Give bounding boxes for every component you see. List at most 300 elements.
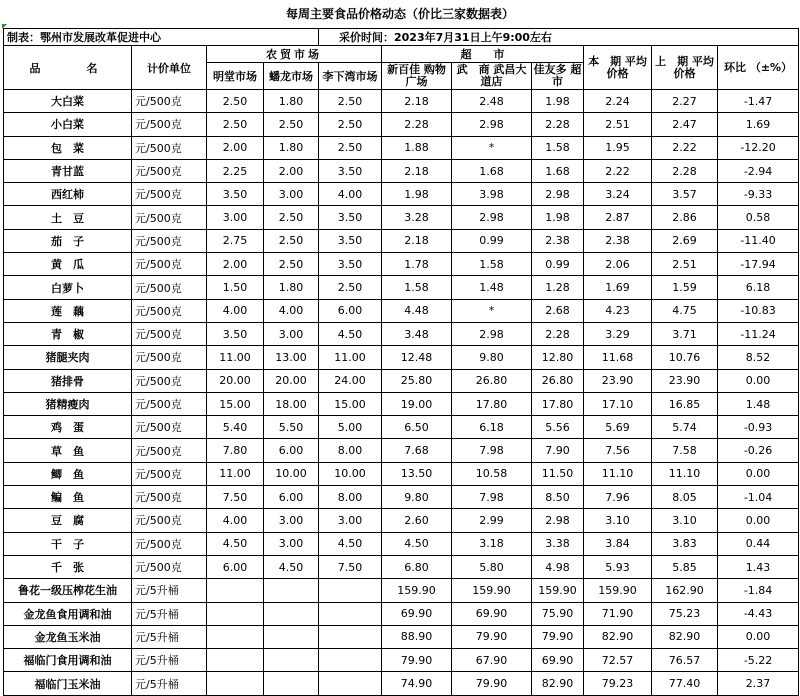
super-1-price: 1.78 (382, 253, 452, 276)
super-2-price: 1.68 (452, 159, 532, 182)
farm-2-price: 2.00 (264, 159, 319, 182)
super-1-price: 69.90 (382, 602, 452, 625)
unit-cell: 元/500克 (132, 439, 207, 462)
last-avg-price: 5.74 (652, 416, 718, 439)
super-1-price: 2.18 (382, 229, 452, 252)
this-avg-price: 2.87 (584, 206, 652, 229)
super-1-price: 4.48 (382, 299, 452, 322)
collect-time: 采价时间：2023年7月31日上午9:00左右 (319, 29, 799, 46)
item-name: 猪腿夹肉 (4, 346, 132, 369)
table-row (4, 113, 799, 136)
farm-3-price: 5.00 (319, 416, 382, 439)
super-1-price: 9.80 (382, 486, 452, 509)
farm-2-price (264, 579, 319, 602)
change-percent: 0.00 (718, 625, 799, 648)
super-2-price: 2.99 (452, 509, 532, 532)
last-avg-price: 2.28 (652, 159, 718, 182)
farm-3-price: 3.50 (319, 206, 382, 229)
unit-cell: 元/5升桶 (132, 672, 207, 695)
super-1-price: 6.50 (382, 416, 452, 439)
meta-row (4, 29, 799, 46)
item-name: 白萝卜 (4, 276, 132, 299)
this-avg-price: 71.90 (584, 602, 652, 625)
this-avg-price: 1.69 (584, 276, 652, 299)
change-percent: -17.94 (718, 253, 799, 276)
item-name: 青甘蓝 (4, 159, 132, 182)
farm-1-price: 6.00 (207, 555, 264, 578)
farm-3-price (319, 625, 382, 648)
super-1-price: 88.90 (382, 625, 452, 648)
header-farm-2: 蟠龙市场 (264, 63, 319, 90)
super-1-price: 2.18 (382, 159, 452, 182)
super-1-price: 6.80 (382, 555, 452, 578)
super-3-price: 0.99 (532, 253, 584, 276)
farm-2-price: 1.80 (264, 90, 319, 113)
change-percent: 1.43 (718, 555, 799, 578)
farm-2-price: 5.50 (264, 416, 319, 439)
this-avg-price: 3.24 (584, 183, 652, 206)
farm-3-price: 3.50 (319, 229, 382, 252)
super-3-price: 2.28 (532, 113, 584, 136)
super-3-price: 2.98 (532, 183, 584, 206)
this-avg-price: 3.84 (584, 532, 652, 555)
last-avg-price: 2.86 (652, 206, 718, 229)
super-3-price: 75.90 (532, 602, 584, 625)
this-avg-price: 17.10 (584, 392, 652, 415)
super-2-price: 26.80 (452, 369, 532, 392)
last-avg-price: 162.90 (652, 579, 718, 602)
farm-1-price: 2.00 (207, 253, 264, 276)
farm-2-price: 18.00 (264, 392, 319, 415)
group-header-row (4, 46, 799, 63)
change-percent: 0.00 (718, 462, 799, 485)
farm-3-price: 2.50 (319, 136, 382, 159)
farm-2-price (264, 602, 319, 625)
last-avg-price: 3.83 (652, 532, 718, 555)
last-avg-price: 2.27 (652, 90, 718, 113)
change-percent: -0.26 (718, 439, 799, 462)
last-avg-price: 77.40 (652, 672, 718, 695)
table-row (4, 253, 799, 276)
item-name: 青 椒 (4, 322, 132, 345)
table-row (4, 299, 799, 322)
super-3-price: 3.38 (532, 532, 584, 555)
farm-1-price: 4.00 (207, 299, 264, 322)
item-name: 福临门玉米油 (4, 672, 132, 695)
super-2-price: 2.98 (452, 206, 532, 229)
header-group-super: 超 市 (382, 46, 584, 63)
super-3-price: 2.28 (532, 322, 584, 345)
this-avg-price: 82.90 (584, 625, 652, 648)
item-name: 鲁花一级压榨花生油 (4, 579, 132, 602)
this-avg-price: 2.24 (584, 90, 652, 113)
item-name: 土 豆 (4, 206, 132, 229)
unit-cell: 元/500克 (132, 253, 207, 276)
super-1-price: 79.90 (382, 649, 452, 672)
this-avg-price: 11.68 (584, 346, 652, 369)
farm-1-price: 2.25 (207, 159, 264, 182)
super-1-price: 7.68 (382, 439, 452, 462)
this-avg-price: 23.90 (584, 369, 652, 392)
change-percent: 0.00 (718, 369, 799, 392)
last-avg-price: 2.69 (652, 229, 718, 252)
last-avg-price: 8.05 (652, 486, 718, 509)
table-row (4, 462, 799, 485)
header-last-avg: 上 期 平均价格 (652, 46, 718, 90)
unit-cell: 元/500克 (132, 229, 207, 252)
table-row (4, 276, 799, 299)
table-row (4, 346, 799, 369)
super-2-price: 69.90 (452, 602, 532, 625)
item-name: 黄 瓜 (4, 253, 132, 276)
unit-cell: 元/5升桶 (132, 602, 207, 625)
farm-2-price: 2.50 (264, 229, 319, 252)
table-row (4, 555, 799, 578)
super-2-price: 2.98 (452, 113, 532, 136)
super-1-price: 2.18 (382, 90, 452, 113)
super-3-price: 7.90 (532, 439, 584, 462)
table-row (4, 625, 799, 648)
last-avg-price: 7.58 (652, 439, 718, 462)
change-percent: 6.18 (718, 276, 799, 299)
table-row (4, 532, 799, 555)
super-3-price: 11.50 (532, 462, 584, 485)
table-row (4, 229, 799, 252)
farm-3-price (319, 602, 382, 625)
farm-1-price: 20.00 (207, 369, 264, 392)
last-avg-price: 5.85 (652, 555, 718, 578)
super-1-price: 159.90 (382, 579, 452, 602)
farm-3-price: 10.00 (319, 462, 382, 485)
header-super-1: 新百佳 购物广场 (382, 63, 452, 90)
super-1-price: 74.90 (382, 672, 452, 695)
item-name: 金龙鱼食用调和油 (4, 602, 132, 625)
farm-1-price: 2.00 (207, 136, 264, 159)
change-percent: -1.84 (718, 579, 799, 602)
price-table (3, 28, 799, 696)
unit-cell: 元/500克 (132, 136, 207, 159)
unit-cell: 元/500克 (132, 416, 207, 439)
farm-2-price: 6.00 (264, 439, 319, 462)
farm-2-price: 3.00 (264, 532, 319, 555)
super-3-price: 79.90 (532, 625, 584, 648)
unit-cell: 元/5升桶 (132, 579, 207, 602)
header-group-farm: 农贸市场 (207, 46, 382, 63)
super-3-price: 26.80 (532, 369, 584, 392)
table-row (4, 602, 799, 625)
header-super-2: 武 商 武昌大道店 (452, 63, 532, 90)
super-3-price: 82.90 (532, 672, 584, 695)
farm-3-price (319, 579, 382, 602)
farm-2-price: 13.00 (264, 346, 319, 369)
table-row (4, 392, 799, 415)
table-row (4, 579, 799, 602)
farm-1-price: 5.40 (207, 416, 264, 439)
header-super-3: 佳友多 超 市 (532, 63, 584, 90)
unit-cell: 元/500克 (132, 276, 207, 299)
change-percent: 1.48 (718, 392, 799, 415)
super-2-price: * (452, 136, 532, 159)
unit-cell: 元/500克 (132, 555, 207, 578)
super-2-price: 0.99 (452, 229, 532, 252)
farm-3-price: 15.00 (319, 392, 382, 415)
farm-3-price: 4.00 (319, 183, 382, 206)
unit-cell: 元/5升桶 (132, 649, 207, 672)
super-2-price: 1.48 (452, 276, 532, 299)
change-percent: -0.93 (718, 416, 799, 439)
super-2-price: * (452, 299, 532, 322)
farm-2-price (264, 625, 319, 648)
farm-1-price (207, 579, 264, 602)
this-avg-price: 2.38 (584, 229, 652, 252)
last-avg-price: 75.23 (652, 602, 718, 625)
table-row (4, 649, 799, 672)
farm-1-price: 3.50 (207, 322, 264, 345)
farm-2-price: 1.80 (264, 276, 319, 299)
farm-2-price: 10.00 (264, 462, 319, 485)
farm-1-price (207, 672, 264, 695)
farm-1-price: 2.75 (207, 229, 264, 252)
super-3-price: 5.56 (532, 416, 584, 439)
change-percent: -4.43 (718, 602, 799, 625)
farm-1-price: 15.00 (207, 392, 264, 415)
super-3-price: 1.68 (532, 159, 584, 182)
last-avg-price: 16.85 (652, 392, 718, 415)
super-2-price: 10.58 (452, 462, 532, 485)
farm-2-price: 6.00 (264, 486, 319, 509)
super-3-price: 8.50 (532, 486, 584, 509)
change-percent: -2.94 (718, 159, 799, 182)
change-percent: -11.40 (718, 229, 799, 252)
super-3-price: 2.68 (532, 299, 584, 322)
unit-cell: 元/500克 (132, 486, 207, 509)
super-1-price: 4.50 (382, 532, 452, 555)
unit-cell: 元/500克 (132, 462, 207, 485)
table-row (4, 206, 799, 229)
this-avg-price: 79.23 (584, 672, 652, 695)
this-avg-price: 1.95 (584, 136, 652, 159)
farm-3-price: 4.50 (319, 322, 382, 345)
super-2-price: 1.58 (452, 253, 532, 276)
super-2-price: 7.98 (452, 486, 532, 509)
last-avg-price: 10.76 (652, 346, 718, 369)
last-avg-price: 2.47 (652, 113, 718, 136)
last-avg-price: 3.10 (652, 509, 718, 532)
item-name: 包 菜 (4, 136, 132, 159)
change-percent: 2.37 (718, 672, 799, 695)
super-3-price: 159.90 (532, 579, 584, 602)
table-row (4, 322, 799, 345)
last-avg-price: 3.57 (652, 183, 718, 206)
farm-3-price: 8.00 (319, 439, 382, 462)
last-avg-price: 2.51 (652, 253, 718, 276)
farm-1-price: 4.50 (207, 532, 264, 555)
item-name: 猪精瘦肉 (4, 392, 132, 415)
super-3-price: 2.38 (532, 229, 584, 252)
table-row (4, 486, 799, 509)
item-name: 干 子 (4, 532, 132, 555)
unit-cell: 元/500克 (132, 206, 207, 229)
this-avg-price: 3.10 (584, 509, 652, 532)
change-percent: -1.04 (718, 486, 799, 509)
farm-3-price: 8.00 (319, 486, 382, 509)
super-3-price: 1.28 (532, 276, 584, 299)
farm-2-price: 1.80 (264, 136, 319, 159)
last-avg-price: 23.90 (652, 369, 718, 392)
last-avg-price: 2.22 (652, 136, 718, 159)
farm-2-price: 2.50 (264, 113, 319, 136)
unit-cell: 元/500克 (132, 90, 207, 113)
header-this-avg: 本 期 平均价格 (584, 46, 652, 90)
farm-1-price: 11.00 (207, 462, 264, 485)
super-2-price: 7.98 (452, 439, 532, 462)
change-percent: 0.00 (718, 509, 799, 532)
unit-cell: 元/500克 (132, 392, 207, 415)
farm-2-price: 4.50 (264, 555, 319, 578)
super-1-price: 13.50 (382, 462, 452, 485)
item-name: 鲫 鱼 (4, 462, 132, 485)
super-3-price: 12.80 (532, 346, 584, 369)
unit-cell: 元/500克 (132, 299, 207, 322)
this-avg-price: 72.57 (584, 649, 652, 672)
farm-3-price: 3.50 (319, 159, 382, 182)
farm-2-price: 3.00 (264, 322, 319, 345)
super-2-price: 6.18 (452, 416, 532, 439)
prepared-by: 制表：鄂州市发展改革促进中心 (4, 29, 319, 46)
super-2-price: 9.80 (452, 346, 532, 369)
this-avg-price: 159.90 (584, 579, 652, 602)
farm-2-price (264, 649, 319, 672)
change-percent: -12.20 (718, 136, 799, 159)
item-name: 大白菜 (4, 90, 132, 113)
unit-cell: 元/500克 (132, 322, 207, 345)
header-name: 品 名 (4, 46, 132, 90)
item-name: 鳊 鱼 (4, 486, 132, 509)
farm-1-price (207, 649, 264, 672)
farm-2-price: 2.50 (264, 253, 319, 276)
farm-2-price: 20.00 (264, 369, 319, 392)
farm-2-price: 3.00 (264, 183, 319, 206)
item-name: 鸡 蛋 (4, 416, 132, 439)
unit-cell: 元/500克 (132, 346, 207, 369)
this-avg-price: 2.51 (584, 113, 652, 136)
this-avg-price: 7.96 (584, 486, 652, 509)
super-3-price: 17.80 (532, 392, 584, 415)
this-avg-price: 11.10 (584, 462, 652, 485)
unit-cell: 元/500克 (132, 183, 207, 206)
super-2-price: 67.90 (452, 649, 532, 672)
super-2-price: 2.98 (452, 322, 532, 345)
farm-1-price: 7.50 (207, 486, 264, 509)
item-name: 小白菜 (4, 113, 132, 136)
farm-1-price: 1.50 (207, 276, 264, 299)
farm-1-price: 2.50 (207, 113, 264, 136)
last-avg-price: 1.59 (652, 276, 718, 299)
change-percent: 8.52 (718, 346, 799, 369)
table-row (4, 509, 799, 532)
farm-3-price: 2.50 (319, 276, 382, 299)
header-farm-3: 李下湾市场 (319, 63, 382, 90)
super-2-price: 159.90 (452, 579, 532, 602)
farm-3-price: 6.00 (319, 299, 382, 322)
header-change: 环比 （±%） (718, 46, 799, 90)
table-row (4, 136, 799, 159)
super-3-price: 2.98 (532, 509, 584, 532)
change-percent: 1.69 (718, 113, 799, 136)
farm-3-price (319, 649, 382, 672)
super-2-price: 3.18 (452, 532, 532, 555)
unit-cell: 元/500克 (132, 532, 207, 555)
last-avg-price: 4.75 (652, 299, 718, 322)
change-percent: 0.44 (718, 532, 799, 555)
farm-3-price (319, 672, 382, 695)
farm-3-price: 3.50 (319, 253, 382, 276)
farm-1-price: 3.50 (207, 183, 264, 206)
table-row (4, 90, 799, 113)
farm-1-price: 3.00 (207, 206, 264, 229)
super-3-price: 1.58 (532, 136, 584, 159)
farm-3-price: 3.00 (319, 509, 382, 532)
last-avg-price: 11.10 (652, 462, 718, 485)
table-row (4, 369, 799, 392)
super-2-price: 2.48 (452, 90, 532, 113)
farm-1-price: 2.50 (207, 90, 264, 113)
last-avg-price: 76.57 (652, 649, 718, 672)
super-1-price: 1.58 (382, 276, 452, 299)
change-percent: -9.33 (718, 183, 799, 206)
unit-cell: 元/500克 (132, 113, 207, 136)
item-name: 猪排骨 (4, 369, 132, 392)
super-1-price: 25.80 (382, 369, 452, 392)
farm-2-price: 3.00 (264, 509, 319, 532)
item-name: 福临门食用调和油 (4, 649, 132, 672)
sheet-title: 每周主要食品价格动态（价比三家数据表） (285, 7, 514, 21)
super-1-price: 3.48 (382, 322, 452, 345)
item-name: 茄 子 (4, 229, 132, 252)
farm-1-price: 4.00 (207, 509, 264, 532)
last-avg-price: 3.71 (652, 322, 718, 345)
farm-2-price: 2.50 (264, 206, 319, 229)
farm-3-price: 4.50 (319, 532, 382, 555)
table-row (4, 159, 799, 182)
table-row (4, 183, 799, 206)
farm-2-price: 4.00 (264, 299, 319, 322)
item-name: 千 张 (4, 555, 132, 578)
farm-3-price: 24.00 (319, 369, 382, 392)
this-avg-price: 5.93 (584, 555, 652, 578)
table-row (4, 439, 799, 462)
farm-3-price: 11.00 (319, 346, 382, 369)
unit-cell: 元/5升桶 (132, 625, 207, 648)
super-2-price: 79.90 (452, 625, 532, 648)
table-row (4, 672, 799, 695)
change-percent: -1.47 (718, 90, 799, 113)
change-percent: 0.58 (718, 206, 799, 229)
farm-3-price: 7.50 (319, 555, 382, 578)
super-2-price: 5.80 (452, 555, 532, 578)
super-1-price: 2.60 (382, 509, 452, 532)
super-1-price: 12.48 (382, 346, 452, 369)
farm-3-price: 2.50 (319, 113, 382, 136)
item-name: 金龙鱼玉米油 (4, 625, 132, 648)
super-3-price: 4.98 (532, 555, 584, 578)
super-1-price: 1.88 (382, 136, 452, 159)
item-name: 莲 藕 (4, 299, 132, 322)
super-1-price: 3.28 (382, 206, 452, 229)
unit-cell: 元/500克 (132, 159, 207, 182)
item-name: 西红柿 (4, 183, 132, 206)
super-1-price: 19.00 (382, 392, 452, 415)
